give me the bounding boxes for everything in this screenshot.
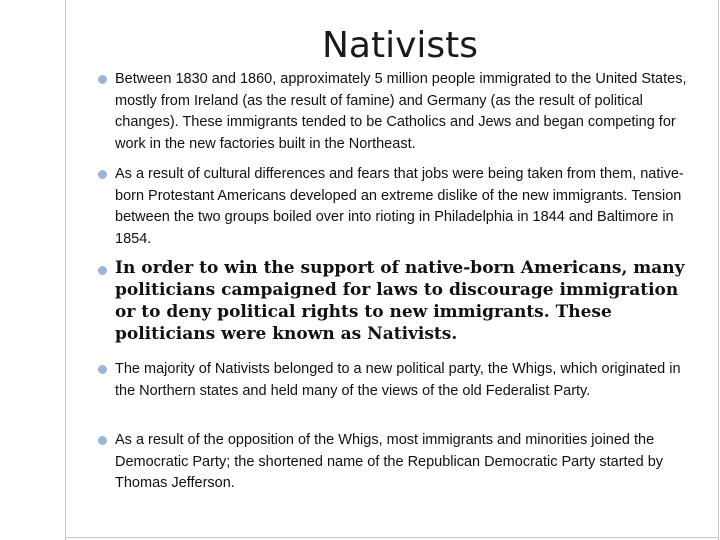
frame-border-bottom [65,537,719,538]
bullet-text: The majority of Nativists belonged to a new political party, the Whigs, which originated in the Northern states and held many of the views of the old Federalist Party. [115,361,681,399]
bullet-dot-icon [98,75,107,84]
bullet-text-emphasis: In order to win the support of native-born Americans, many politicians campaigned for laws to discourage immigration or to deny political rights to new immigrants. These politicians were known as Nativists. [115,258,685,344]
bullet-dot-icon [98,436,107,445]
bullet-text: Between 1830 and 1860, approximately 5 million people immigrated to the United States, mostly from Ireland (as the result of famine) and Germany (as the result of political changes). These immigrants tended to be Catholics and Jews and began competing for work in the new factories built in the Northeast. [115,71,687,152]
frame-border-right [718,0,719,540]
bullet-dot-icon [98,266,107,275]
bullet-dot-icon [98,365,107,374]
bullet-text: As a result of the opposition of the Whigs, most immigrants and minorities joined the Democratic Party; the shortened name of the Republican Democratic Party started by Thomas Jefferson. [115,432,664,491]
bullet-dot-icon [98,170,107,179]
frame-border-left [65,0,66,540]
slide-title: Nativists [321,25,479,66]
bullet-text: As a result of cultural differences and fears that jobs were being taken from them, native-born Protestant Americans developed an extreme dislike of the new immigrants. Tension between the two groups boiled over into rioting in Philadelphia in 1844 and Baltimore in 1854. [115,166,684,247]
